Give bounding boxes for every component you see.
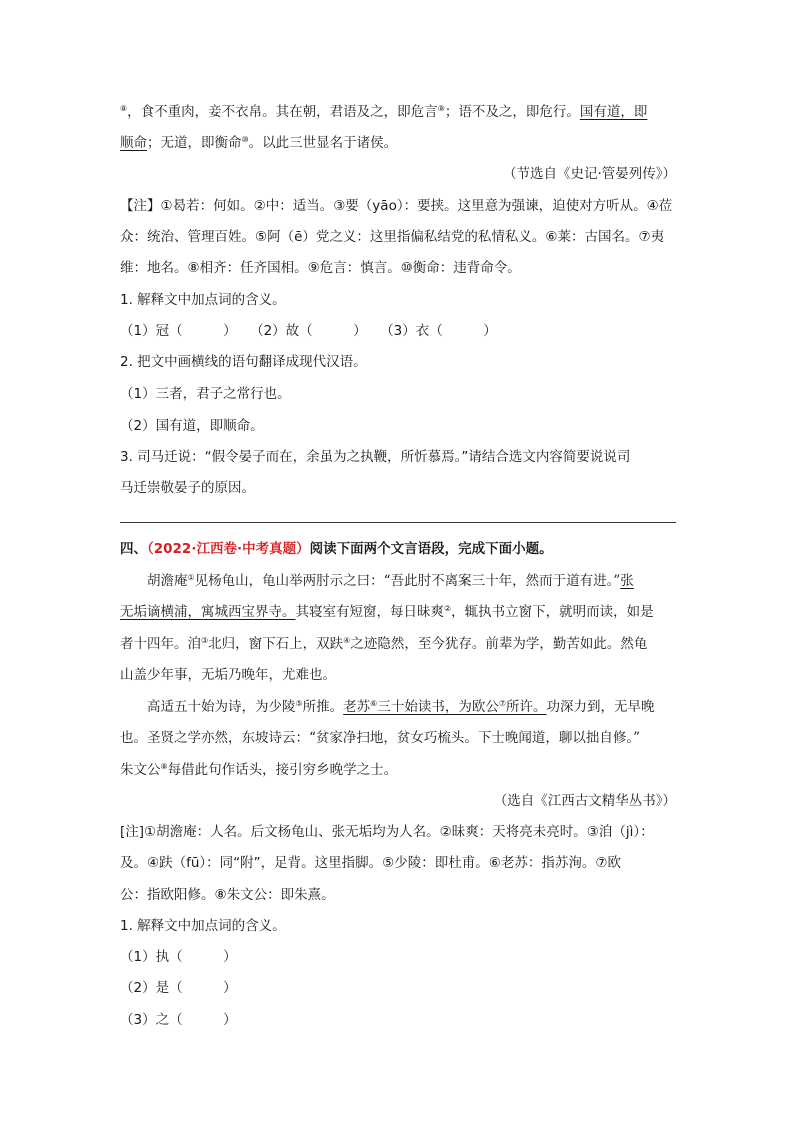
q3-prompt-line2: 马迁崇敬晏子的原因。 bbox=[120, 480, 255, 496]
underlined-sentence: 张 bbox=[620, 573, 634, 589]
section4-heading: 四、（2022·江西卷·中考真题）阅读下面两个文言语段，完成下面小题。 bbox=[120, 541, 553, 557]
section4-q1-prompt: 1. 解释文中加点词的含义。 bbox=[120, 918, 286, 934]
footnote-marker: ② bbox=[444, 604, 452, 613]
section4-para1-line2: 无垢谪横浦，寓城西宝界寺。其寝室有短窗，每日昧爽②，辄执书立窗下，就明而读，如是 bbox=[120, 604, 654, 620]
footnote-marker: ④ bbox=[343, 636, 351, 645]
passage1-note-line3: 维：地名。⑧相齐：任齐国相。⑨危言：慎言。⑩衡命：违背命令。 bbox=[120, 260, 521, 276]
passage1-line2: 顺命；无道，即衡命⑩。以此三世显名于诸侯。 bbox=[120, 135, 398, 151]
section4-note-line1: [注]①胡澹庵：人名。后文杨龟山、张无垢均为人名。②昧爽：天将亮未亮时。③洎（jì）： bbox=[120, 824, 654, 840]
section-divider bbox=[120, 522, 676, 523]
section4-para2-line3: 朱文公⑧每借此句作话头，接引穷乡晚学之士。 bbox=[120, 762, 398, 778]
q1-options: （1）冠（ ） （2）故（ ） （3）衣（ ） bbox=[120, 323, 497, 339]
section4-q1-item2: （2）是（ ） bbox=[120, 980, 237, 996]
passage1-note-line2: 众：统治、管理百姓。⑤阿（ē）党之义：这里指偏私结党的私情私义。⑥莱：古国名。⑦夷 bbox=[120, 229, 665, 245]
q2-item2: （2）国有道，即顺命。 bbox=[120, 418, 264, 434]
underlined-sentence: 无垢谪横浦，寓城西宝界寺。 bbox=[120, 604, 296, 620]
q2-prompt: 2. 把文中画横线的语句翻译成现代汉语。 bbox=[120, 354, 367, 370]
footnote-marker: ③ bbox=[201, 636, 209, 645]
section4-para2-line1: 高适五十始为诗，为少陵⑤所推。老苏⑥三十始读书，为欧公⑦所许。功深力到，无早晚 bbox=[147, 699, 655, 715]
footnote-marker: ⑧ bbox=[160, 762, 168, 771]
footnote-marker: ⑤ bbox=[295, 699, 303, 708]
footnote-marker: ⑩ bbox=[241, 135, 249, 144]
underlined-sentence: 老苏⑥三十始读书，为欧公⑦所许。 bbox=[343, 699, 547, 715]
section4-para1-line4: 山盖少年事，无垢乃晚年，尤难也。 bbox=[120, 667, 336, 683]
underlined-sentence: 国有道，即 bbox=[579, 104, 648, 120]
passage1-line1: ⑧，食不重肉，妾不衣帛。其在朝，君语及之，即危言⑨；语不及之，即危行。国有道，即 bbox=[120, 104, 648, 120]
q2-item1: （1）三者，君子之常行也。 bbox=[120, 386, 291, 402]
exam-source-tag: （2022·江西卷·中考真题） bbox=[147, 541, 310, 557]
section4-note-line3: 公：指欧阳修。⑧朱文公：即朱熹。 bbox=[120, 887, 335, 903]
passage1-note-line1: 【注】①曷若：何如。②中：适当。③要（yāo）：要挟。这里意为强谏，迫使对方听从。④莅 bbox=[120, 198, 673, 214]
section4-para2-line2: 也。圣贤之学亦然，东坡诗云：“贫家净扫地，贫女巧梳头。下士晚闻道，聊以拙自修。” bbox=[120, 730, 641, 746]
footnote-marker: ⑦ bbox=[498, 699, 507, 708]
passage1-source: （节选自《史记·管晏列传》） bbox=[502, 166, 676, 182]
section4-q1-item3: （3）之（ ） bbox=[120, 1012, 237, 1028]
section4-source: （选自《江西古文精华丛书》） bbox=[493, 793, 676, 809]
q3-prompt-line1: 3. 司马迁说：“假令晏子而在，余虽为之执鞭，所忻慕焉。”请结合选文内容简要说说司 bbox=[120, 449, 631, 465]
footnote-marker: ⑧ bbox=[120, 104, 128, 113]
footnote-marker: ⑨ bbox=[437, 104, 445, 113]
footnote-marker: ① bbox=[187, 573, 195, 582]
section4-para1-line1: 胡澹庵①见杨龟山，龟山举两肘示之曰：“吾此肘不离案三十年，然而于道有进。”张 bbox=[147, 573, 634, 589]
section4-note-line2: 及。④趺（fū）：同“附”，足背。这里指脚。⑤少陵：即杜甫。⑥老苏：指苏洵。⑦欧 bbox=[120, 855, 621, 871]
section4-q1-item1: （1）执（ ） bbox=[120, 949, 237, 965]
underlined-sentence: 顺命 bbox=[120, 135, 147, 151]
q1-prompt: 1. 解释文中加点词的含义。 bbox=[120, 292, 286, 308]
section4-para1-line3: 者十四年。洎③北归，窗下石上，双趺④之迹隐然，至今犹存。前辈为学，勤苦如此。然龟 bbox=[120, 636, 648, 652]
footnote-marker: ⑥ bbox=[370, 699, 378, 708]
